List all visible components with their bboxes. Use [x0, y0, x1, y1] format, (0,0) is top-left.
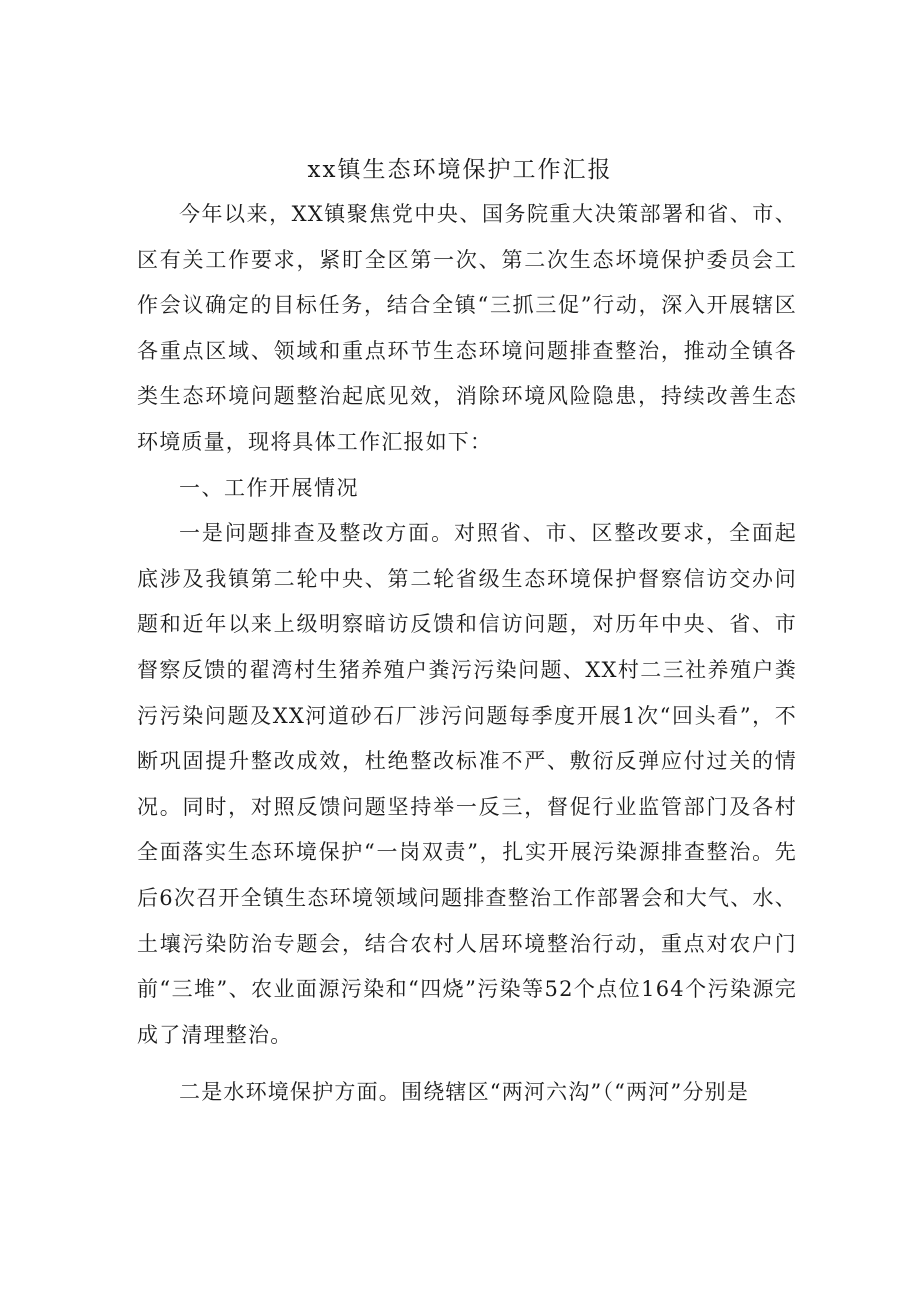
- document-body: [137, 192, 797, 1116]
- body-paragraph: 一是问题排查及整改方面。对照省、市、区整改要求，全面起底涉及我镇第二轮中央、第二轮省级生态环境保护督察信访交办问题和近年以来上级明察暗访反馈和信访问题，对历年中央、省、市督察反馈的翟湾村生猪养殖户粪污污染问题、XX村二三社养殖户粪污污染问题及XX河道砂石厂涉污问题每季度开展1次“回头看”，不断巩固提升整改成效，杜绝整改标准不严、敷衍反弹应付过关的情况。同时，对照反馈问题坚持举一反三，督促行业监管部门及各村全面落实生态环境保护“一岗双责”，扎实开展污染源排查整治。先后6次召开全镇生态环境领域问题排查整治工作部署会和大气、水、土壤污染防治专题会，结合农村人居环境整治行动，重点对农户门前“三堆”、农业面源污染和“四烧”污染等52个点位164个污染源完成了清理整治。: [137, 521, 797, 1047]
- document-title: xx镇生态环境保护工作汇报: [307, 157, 613, 183]
- intro-paragraph: 今年以来，XX镇聚焦党中央、国务院重大决策部署和省、市、区有关工作要求，紧盯全区第一次、第二次生态坏境保护委员会工作会议确定的目标任务，结合全镇“三抓三促”行动，深入开展辖区各重点区域、领域和重点环节生态环境问题排查整治，推动全镇各类生态环境问题整治起底见效，消除环境风险隐患，持续改善生态环境质量，现将具体工作汇报如下：: [137, 202, 797, 454]
- body-paragraph: 二是水环境保护方面。围绕辖区“两河六沟”（“两河”分别是: [179, 1080, 750, 1105]
- section-heading: 一、工作开展情况: [179, 475, 359, 500]
